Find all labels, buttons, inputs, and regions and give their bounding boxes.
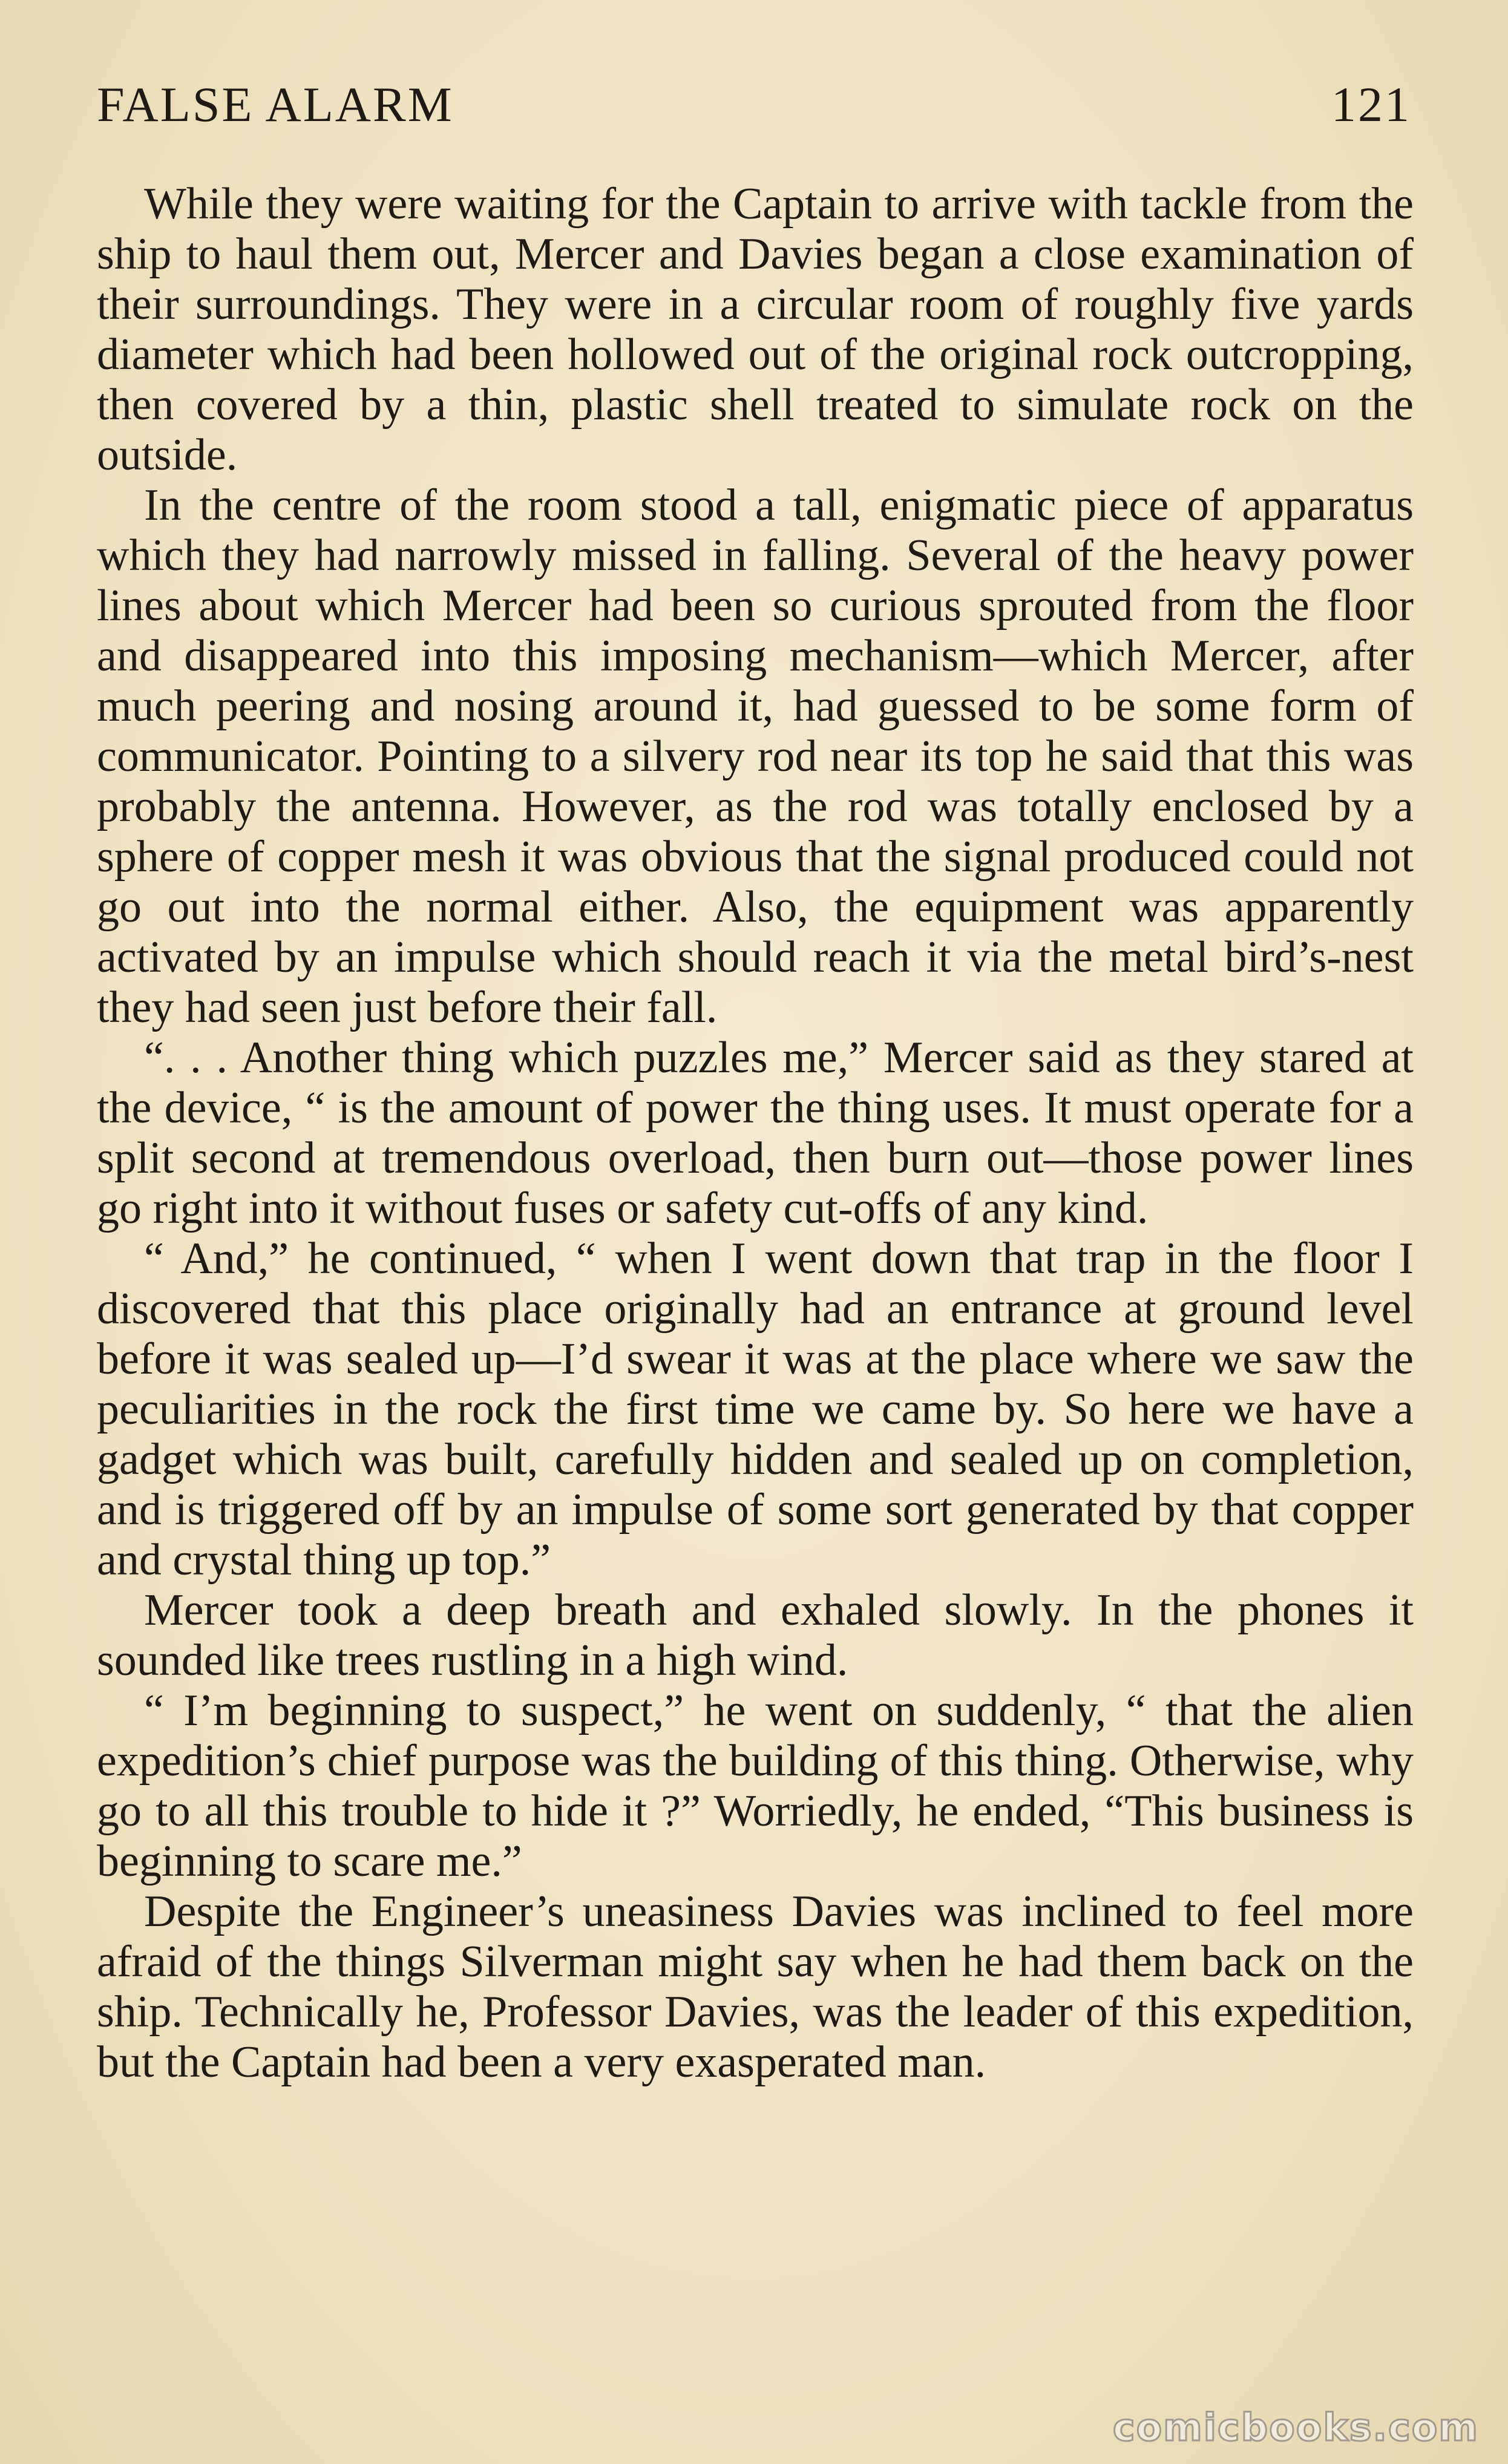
paragraph: While they were waiting for the Captain to arrive with tackle from the ship to haul them out, Mercer and Davies began a close examination of their surroundings. They were in a circular room of roughly five yards diameter which had been hollowed out of the original rock outcropping, then covered by a thin, plastic shell treated to simulate rock on the outside. bbox=[97, 179, 1414, 480]
paragraph: “ I’m beginning to suspect,” he went on suddenly, “ that the alien expedition’s chief purpose was the building of this thing. Otherwise, why go to all this trouble to hide it ?” Worriedly, he ended, “This business is beginning to scare me.” bbox=[97, 1686, 1414, 1886]
paragraph: Mercer took a deep breath and exhaled slowly. In the phones it sounded like trees rustling in a high wind. bbox=[97, 1585, 1414, 1685]
page-header bbox=[97, 71, 1411, 138]
paragraph: Despite the Engineer’s uneasiness Davies was inclined to feel more afraid of the things Silverman might say when he had them back on the ship. Technically he, Professor Davies, was the leader of this expedition, but the Captain had been a very exasperated man. bbox=[97, 1887, 1414, 2087]
body-text bbox=[97, 179, 1414, 2088]
paragraph: “ And,” he continued, “ when I went down that trap in the floor I discovered that this place originally had an entrance at ground level before it was sealed up—I’d swear it was at the place where we saw the peculiarities in the rock the first time we came by. So here we have a gadget which was built, carefully hidden and sealed up on completion, and is triggered off by an impulse of some sort generated by that copper and crystal thing up top.” bbox=[97, 1234, 1414, 1585]
page-number: 121 bbox=[1331, 77, 1411, 132]
paragraph: In the centre of the room stood a tall, enigmatic piece of apparatus which they had narrowly missed in falling. Several of the heavy power lines about which Mercer had been so curious sprouted from the floor and disappeared into this imposing mechanism—which Mercer, after much peering and nosing around it, had guessed to be some form of communicator. Pointing to a silvery rod near its top he said that this was probably the antenna. However, as the rod was totally enclosed by a sphere of copper mesh it was obvious that the signal produced could not go out into the normal either. Also, the equipment was apparently activated by an impulse which should reach it via the metal bird’s-nest they had seen just before their fall. bbox=[97, 480, 1414, 1032]
paragraph: “. . . Another thing which puzzles me,” Mercer said as they stared at the device, “ is the amount of power the thing uses. It must operate for a split second at tremendous overload, then burn out—those power lines go right into it without fuses or safety cut-offs of any kind. bbox=[97, 1033, 1414, 1233]
watermark: comicbooks.com bbox=[1112, 2405, 1479, 2449]
running-title: FALSE ALARM bbox=[97, 77, 454, 132]
